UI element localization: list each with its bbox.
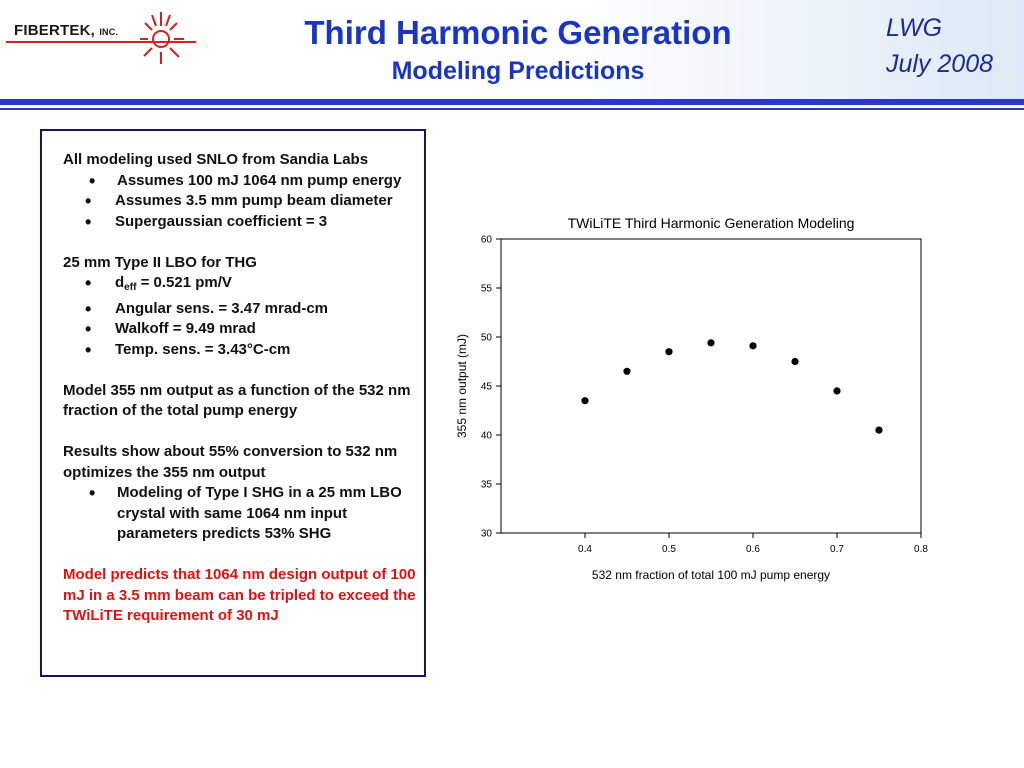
data-point <box>665 348 672 355</box>
bullet-text: Assumes 3.5 mm pump beam diameter <box>115 192 393 209</box>
y-tick-label: 30 <box>480 528 492 540</box>
slide-subtitle: Modeling Predictions <box>391 57 645 85</box>
y-tick-label: 40 <box>480 430 492 442</box>
x-tick-label: 0.5 <box>662 544 676 555</box>
deff-symbol: d <box>115 274 125 291</box>
logo-name: FIBERTEK, <box>14 22 95 39</box>
data-point <box>581 397 588 404</box>
data-point <box>875 427 882 434</box>
y-tick-label: 35 <box>480 479 492 491</box>
thg-scatter-chart <box>440 205 940 595</box>
chart-title: TWiLiTE Third Harmonic Generation Modeling <box>567 215 855 231</box>
paragraph-snlo: All modeling used SNLO from Sandia Labs <box>63 151 369 168</box>
bullet-item <box>63 171 424 192</box>
bullet-text: Assumes 100 mJ 1064 nm pump energy <box>117 171 402 189</box>
bullet-icon: • <box>85 211 92 232</box>
data-point <box>623 368 630 375</box>
bullet-item <box>63 191 424 212</box>
y-tick-label: 45 <box>480 381 492 393</box>
slide-date: July 2008 <box>886 50 994 78</box>
bullet-text: Supergaussian coefficient = 3 <box>115 212 328 230</box>
slide-author: LWG <box>886 14 943 42</box>
bullet-text: Temp. sens. = 3.43°C-cm <box>115 340 291 358</box>
bullet-item <box>63 483 424 545</box>
x-axis-label: 532 nm fraction of total 100 mJ pump energy <box>591 568 831 582</box>
bullet-icon: • <box>85 273 92 293</box>
y-tick-label: 50 <box>480 332 492 344</box>
conclusion-text: Model predicts that 1064 nm design output of 100 mJ in a 3.5 mm beam can be tripled to exceed the TWiLiTE requirement of 30 mJ <box>63 566 416 624</box>
header-rule-thick <box>0 99 1024 105</box>
plot-frame <box>501 239 921 533</box>
bullet-text: Walkoff = 9.49 mrad <box>115 320 256 337</box>
paragraph-results: Results show about 55% conversion to 532 nm optimizes the 355 nm output <box>63 443 398 481</box>
data-point <box>791 358 798 365</box>
paragraph-lbo: 25 mm Type II LBO for THG <box>63 253 257 271</box>
bullet-icon: • <box>85 339 92 360</box>
header-rule-thin <box>0 108 1024 110</box>
bullet-item <box>63 340 424 361</box>
bullet-text: Angular sens. = 3.47 mrad-cm <box>115 299 329 317</box>
bullet-icon: • <box>89 170 96 191</box>
x-tick-label: 0.6 <box>746 544 760 555</box>
y-tick-label: 60 <box>480 234 492 246</box>
bullet-item <box>63 212 424 233</box>
bullet-icon: • <box>89 483 96 503</box>
logo-suffix: INC. <box>99 27 119 37</box>
bullet-icon: • <box>85 319 92 339</box>
x-tick-label: 0.8 <box>914 544 928 555</box>
summary-text-box <box>40 129 426 677</box>
slide-title: Third Harmonic Generation <box>304 14 732 51</box>
bullet-icon: • <box>85 191 92 211</box>
bullet-text: Modeling of Type I SHG in a 25 mm LBO crystal with same 1064 nm input parameters predicts 53% SHG <box>117 484 402 542</box>
bullet-item <box>63 319 424 340</box>
x-tick-label: 0.7 <box>830 544 844 555</box>
data-point <box>833 387 840 394</box>
deff-subscript: eff <box>124 282 137 293</box>
bullet-text-deff <box>115 273 424 299</box>
paragraph-model: Model 355 nm output as a function of the 532 nm fraction of the total pump energy <box>63 381 411 419</box>
data-point <box>707 339 714 346</box>
bullet-item <box>63 299 424 320</box>
y-tick-label: 55 <box>480 283 492 295</box>
x-tick-label: 0.4 <box>578 544 592 555</box>
y-axis-label: 355 nm output (mJ) <box>455 333 469 439</box>
slide-header <box>0 0 1024 100</box>
deff-value: = 0.521 pm/V <box>136 274 232 291</box>
data-point <box>749 342 756 349</box>
bullet-icon: • <box>85 298 92 319</box>
bullet-item <box>63 273 424 299</box>
